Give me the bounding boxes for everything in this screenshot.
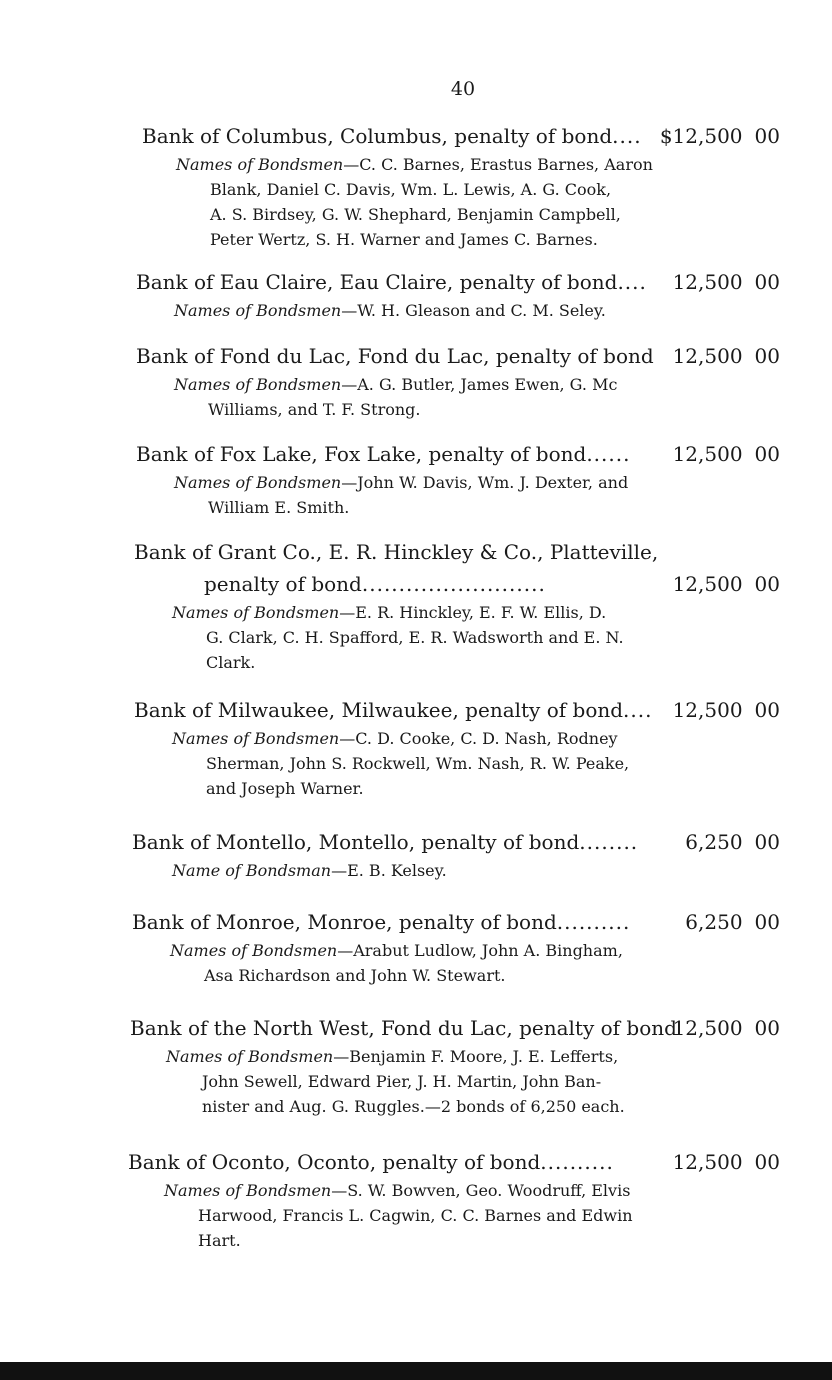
entry-title: Bank of Columbus, Columbus, penalty of bond <box>142 124 613 148</box>
entry-title: Bank of Fox Lake, Fox Lake, penalty of bond <box>136 442 587 466</box>
bank-entry-oconto <box>0 1146 832 1253</box>
bondsmen-label: Names of Bondsmen <box>164 1181 332 1200</box>
bondsmen-line: John Sewell, Edward Pier, J. H. Martin, John Ban- <box>202 1072 602 1091</box>
bondsmen-list <box>0 298 832 323</box>
bondsmen-line: Williams, and T. F. Strong. <box>208 400 421 419</box>
bondsmen-label: Name of Bondsman <box>172 861 332 880</box>
dot-leader: .......... <box>540 1150 614 1174</box>
amount-dollars: 12,500 <box>672 344 743 368</box>
bondsmen-line: —C. D. Cooke, C. D. Nash, Rodney <box>339 729 618 748</box>
bondsmen-label: Names of Bondsmen <box>170 941 338 960</box>
entry-title: Bank of Fond du Lac, Fond du Lac, penalty of bond <box>136 344 654 368</box>
amount-dollars: 12,500 <box>672 572 743 596</box>
bondsmen-label: Names of Bondsmen <box>174 473 342 492</box>
bondsmen-list <box>0 600 832 675</box>
bond-amount <box>660 120 780 152</box>
bond-amount <box>673 568 780 600</box>
entry-heading <box>134 536 832 568</box>
bondsmen-line: Harwood, Francis L. Cagwin, C. C. Barnes and Edwin <box>198 1206 633 1225</box>
amount-cents: 00 <box>754 698 780 722</box>
bondsmen-line: Peter Wertz, S. H. Warner and James C. Barnes. <box>210 230 598 249</box>
dot-leader: .... <box>623 698 653 722</box>
bondsmen-list <box>0 726 832 801</box>
amount-cents: 00 <box>754 1016 780 1040</box>
dot-leader: .......... <box>556 910 631 934</box>
dot-leader: ......................... <box>361 572 546 596</box>
bond-amount <box>685 906 780 938</box>
bondsmen-label: Names of Bondsmen <box>172 603 340 622</box>
bondsmen-list <box>0 1178 832 1253</box>
entry-title: Bank of Milwaukee, Milwaukee, penalty of bond <box>134 698 624 722</box>
bank-entry-monroe <box>0 906 832 988</box>
bank-entry-fox-lake <box>0 438 832 520</box>
bank-entry-fond-du-lac <box>0 340 832 422</box>
amount-dollars: 12,500 <box>672 442 743 466</box>
bondsmen-list <box>0 1044 832 1119</box>
page-number: 40 <box>450 78 476 100</box>
bond-amount <box>673 1012 780 1044</box>
bondsmen-label: Names of Bondsmen <box>166 1047 334 1066</box>
amount-cents: 00 <box>754 124 780 148</box>
bondsmen-list <box>0 372 832 422</box>
bond-amount <box>673 1146 780 1178</box>
bond-amount <box>685 826 780 858</box>
entry-title: Bank of Grant Co., E. R. Hinckley & Co., Platteville, <box>134 540 659 564</box>
entry-title: Bank of Monroe, Monroe, penalty of bond <box>132 910 557 934</box>
bondsmen-line: Asa Richardson and John W. Stewart. <box>204 966 506 985</box>
bondsmen-line: nister and Aug. G. Ruggles.—2 bonds of 6,250 each. <box>202 1097 625 1116</box>
amount-dollars: 6,250 <box>685 830 743 854</box>
amount-cents: 00 <box>754 830 780 854</box>
bondsmen-line: and Joseph Warner. <box>206 779 364 798</box>
bondsmen-label: Names of Bondsmen <box>176 155 344 174</box>
scan-bottom-edge <box>0 1362 832 1380</box>
entry-title: Bank of Oconto, Oconto, penalty of bond <box>128 1150 541 1174</box>
amount-cents: 00 <box>754 1150 780 1174</box>
bondsmen-list <box>0 858 832 883</box>
bondsmen-line: —Arabut Ludlow, John A. Bingham, <box>337 941 623 960</box>
bondsmen-line: —E. R. Hinckley, E. F. W. Ellis, D. <box>339 603 607 622</box>
bondsmen-line: —E. B. Kelsey. <box>331 861 447 880</box>
bondsmen-line: G. Clark, C. H. Spafford, E. R. Wadsworth and E. N. <box>206 628 624 647</box>
bondsmen-label: Names of Bondsmen <box>174 375 342 394</box>
bondsmen-line: —C. C. Barnes, Erastus Barnes, Aaron <box>343 155 653 174</box>
bondsmen-line: Blank, Daniel C. Davis, Wm. L. Lewis, A. G. Cook, <box>210 180 612 199</box>
entry-title: Bank of Eau Claire, Eau Claire, penalty of bond <box>136 270 618 294</box>
amount-dollars: $12,500 <box>659 124 743 148</box>
bondsmen-line: —W. H. Gleason and C. M. Seley. <box>341 301 606 320</box>
bondsmen-label: Names of Bondsmen <box>174 301 342 320</box>
amount-cents: 00 <box>754 270 780 294</box>
bondsmen-line: —John W. Davis, Wm. J. Dexter, and <box>341 473 629 492</box>
bondsmen-line: Sherman, John S. Rockwell, Wm. Nash, R. W. Peake, <box>206 754 630 773</box>
bond-amount <box>673 340 780 372</box>
bondsmen-line: —A. G. Butler, James Ewen, G. Mc <box>341 375 618 394</box>
bondsmen-line: A. S. Birdsey, G. W. Shephard, Benjamin Campbell, <box>210 205 621 224</box>
bondsmen-line: —Benjamin F. Moore, J. E. Lefferts, <box>333 1047 619 1066</box>
bank-entry-montello <box>0 826 832 883</box>
amount-dollars: 6,250 <box>685 910 743 934</box>
bondsmen-list <box>0 152 832 252</box>
dot-leader: .... <box>617 270 647 294</box>
amount-cents: 00 <box>754 344 780 368</box>
bank-entry-north-west <box>0 1012 832 1119</box>
amount-dollars: 12,500 <box>672 1150 743 1174</box>
amount-cents: 00 <box>754 572 780 596</box>
bondsmen-list <box>0 470 832 520</box>
bondsmen-line: Clark. <box>206 653 256 672</box>
bondsmen-line: William E. Smith. <box>208 498 350 517</box>
dot-leader: .... <box>612 124 642 148</box>
bank-entry-eau-claire <box>0 266 832 323</box>
entry-title-continued: penalty of bond <box>204 572 362 596</box>
bank-entry-milwaukee <box>0 694 832 801</box>
amount-dollars: 12,500 <box>672 270 743 294</box>
bondsmen-label: Names of Bondsmen <box>172 729 340 748</box>
amount-dollars: 12,500 <box>672 698 743 722</box>
dot-leader: ........ <box>579 830 639 854</box>
bank-entry-columbus <box>0 120 832 252</box>
entry-title: Bank of the North West, Fond du Lac, penalty of bond <box>130 1016 677 1040</box>
entry-title: Bank of Montello, Montello, penalty of bond <box>132 830 580 854</box>
dot-leader: ...... <box>586 442 631 466</box>
amount-cents: 00 <box>754 910 780 934</box>
bondsmen-list <box>0 938 832 988</box>
bond-amount <box>673 438 780 470</box>
bond-amount <box>673 266 780 298</box>
amount-cents: 00 <box>754 442 780 466</box>
bondsmen-line: Hart. <box>198 1231 241 1250</box>
bank-entry-grant-co <box>0 536 832 675</box>
bond-amount <box>673 694 780 726</box>
bondsmen-line: —S. W. Bowven, Geo. Woodruff, Elvis <box>331 1181 631 1200</box>
amount-dollars: 12,500 <box>672 1016 743 1040</box>
